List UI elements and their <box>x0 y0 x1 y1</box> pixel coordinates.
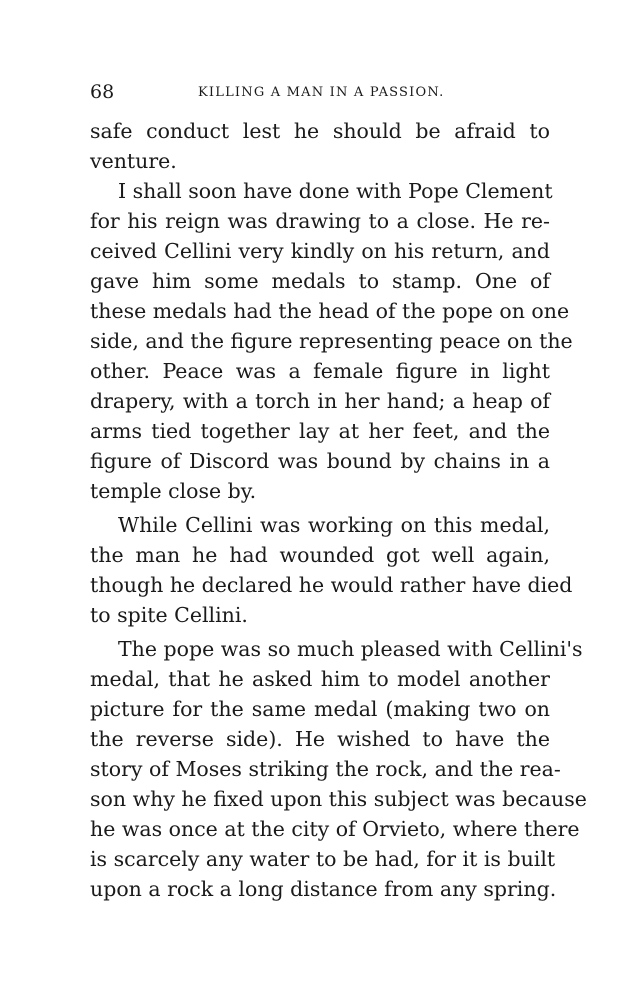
text-line: he was once at the city of Orvieto, where there <box>90 817 580 841</box>
text-line: to spite Cellini. <box>90 603 248 627</box>
text-line: though he declared he would rather have died <box>90 573 573 597</box>
text-line: The pope was so much pleased with Cellini's <box>118 637 583 661</box>
text-line: drapery, with a torch in her hand; a heap of <box>90 389 550 413</box>
text-line: safe conduct lest he should be afraid to <box>90 119 550 143</box>
text-line: upon a rock a long distance from any spring. <box>90 877 557 901</box>
page-number: 68 <box>90 81 115 103</box>
text-line: the reverse side). He wished to have the <box>90 727 550 751</box>
text-line: figure of Discord was bound by chains in a <box>90 449 550 473</box>
text-line: I shall soon have done with Pope Clement <box>118 179 553 203</box>
text-line: the man he had wounded got well again, <box>90 543 550 567</box>
text-line: temple close by. <box>90 479 257 503</box>
text-line: While Cellini was working on this medal, <box>118 513 550 537</box>
text-line: son why he fixed upon this subject was because <box>90 787 587 811</box>
text-line: ceived Cellini very kindly on his return, and <box>90 239 550 263</box>
text-line: these medals had the head of the pope on one <box>90 299 570 323</box>
text-line: picture for the same medal (making two on <box>90 697 550 721</box>
text-line: venture. <box>90 149 177 173</box>
text-line: arms tied together lay at her feet, and the <box>90 419 550 443</box>
text-line: side, and the figure representing peace on the <box>90 329 573 353</box>
text-line: medal, that he asked him to model another <box>90 667 550 691</box>
page-header <box>90 80 550 104</box>
running-head: KILLING A MAN IN A PASSION. <box>198 85 445 100</box>
text-line: story of Moses striking the rock, and the rea- <box>90 757 561 781</box>
text-line: for his reign was drawing to a close. He re- <box>90 209 550 233</box>
text-line: is scarcely any water to be had, for it is built <box>90 847 556 871</box>
text-line: other. Peace was a female figure in light <box>90 359 550 383</box>
text-line: gave him some medals to stamp. One of <box>90 269 550 293</box>
